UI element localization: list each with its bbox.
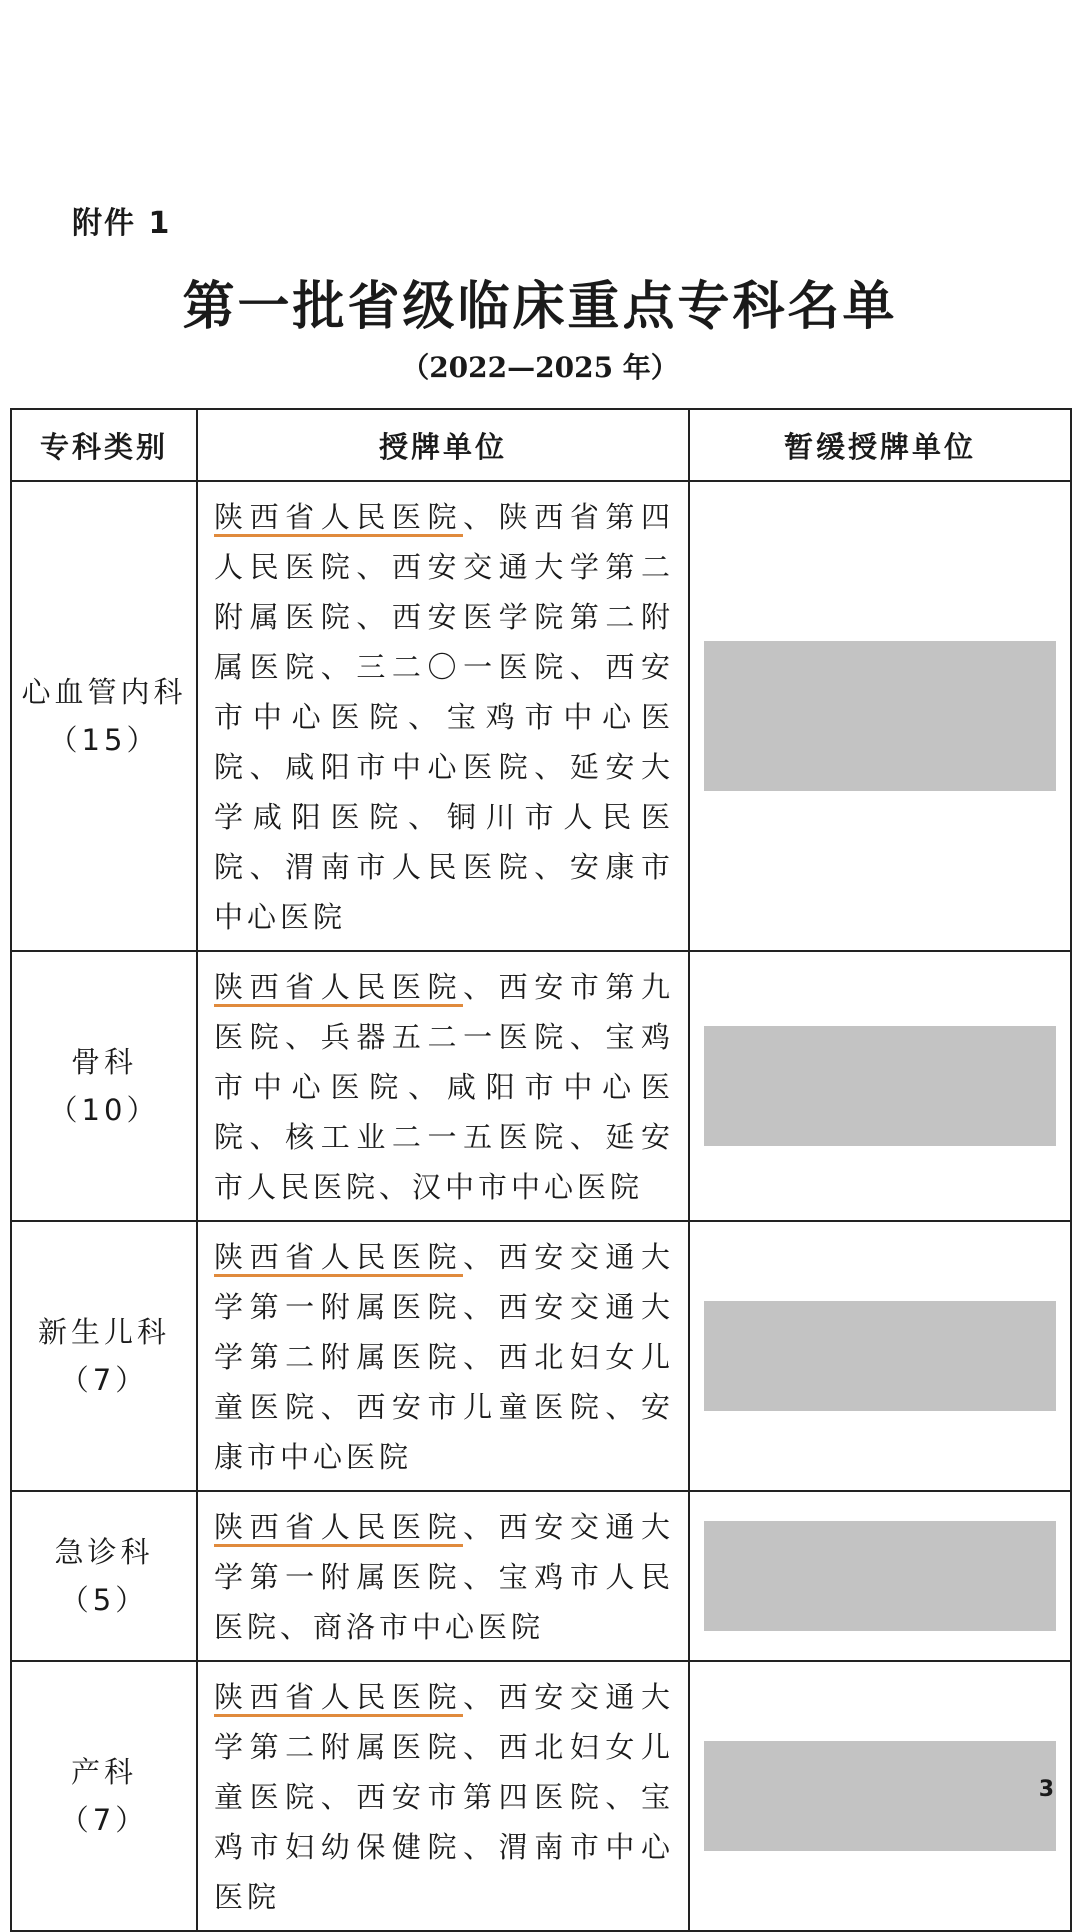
granted-units-cell [197,1491,689,1661]
highlighted-unit: 陕西省人民医院 [214,500,463,537]
category-cell [11,1661,197,1931]
unit-list: 、西安交通大学第一附属医院、西安交通大学第二附属医院、西北妇女儿童医院、西安市儿童医院、安康市中心医院 [214,1240,674,1474]
column-header-deferred-units: 暂缓授牌单位 [689,409,1071,481]
redaction-block [704,1741,1056,1851]
category-name: 骨科 [70,1045,137,1079]
unit-list: 、陕西省第四人民医院、西安交通大学第二附属医院、西安医学院第二附属医院、三二〇一医院、西安市中心医院、宝鸡市中心医院、咸阳市中心医院、延安大学咸阳医院、铜川市人民医院、渭南市人民医院、安康市中心医院 [214,500,674,934]
highlighted-unit: 陕西省人民医院 [214,970,463,1007]
category-cell [11,1491,197,1661]
redaction-block [704,641,1056,791]
table-row [11,1661,1071,1931]
unit-list: 、西安市第九医院、兵器五二一医院、宝鸡市中心医院、咸阳市中心医院、核工业二一五医院、延安市人民医院、汉中市中心医院 [214,970,674,1204]
redaction-block [704,1301,1056,1411]
granted-units-cell [197,481,689,951]
unit-list: 、西安交通大学第一附属医院、宝鸡市人民医院、商洛市中心医院 [214,1510,674,1644]
category-count: （7） [59,1363,149,1397]
category-count: （10） [48,1093,160,1127]
highlighted-unit: 陕西省人民医院 [214,1240,463,1277]
category-cell [11,481,197,951]
table-row [11,951,1071,1221]
table-row [11,481,1071,951]
deferred-units-cell [689,951,1071,1221]
category-name: 新生儿科 [37,1315,170,1349]
specialty-table [10,408,1072,1932]
page-title: 第一批省级临床重点专科名单 [182,276,898,337]
redaction-block [704,1026,1056,1146]
column-header-category: 专科类别 [11,409,197,481]
category-name: 急诊科 [54,1535,154,1569]
deferred-units-cell [689,1221,1071,1491]
category-count: （15） [48,723,160,757]
deferred-units-cell [689,1661,1071,1931]
highlighted-unit: 陕西省人民医院 [214,1680,463,1717]
category-count: （7） [59,1803,149,1837]
category-cell [11,951,197,1221]
page-number: 3 [1038,1777,1054,1802]
table-header-row [11,409,1071,481]
page-subtitle: （2022—2025 年） [401,351,679,384]
deferred-units-cell [689,481,1071,951]
redaction-block [704,1521,1056,1631]
unit-list: 、西安交通大学第二附属医院、西北妇女儿童医院、西安市第四医院、宝鸡市妇幼保健院、渭南市中心医院 [214,1680,674,1914]
granted-units-cell [197,1221,689,1491]
table-row [11,1221,1071,1491]
attachment-label: 附件 1 [72,206,172,241]
category-name: 产科 [70,1755,137,1789]
category-name: 心血管内科 [21,675,187,709]
table-row [11,1491,1071,1661]
granted-units-cell [197,1661,689,1931]
deferred-units-cell [689,1491,1071,1661]
column-header-granted-units: 授牌单位 [197,409,689,481]
category-cell [11,1221,197,1491]
highlighted-unit: 陕西省人民医院 [214,1510,463,1547]
category-count: （5） [59,1583,149,1617]
granted-units-cell [197,951,689,1221]
